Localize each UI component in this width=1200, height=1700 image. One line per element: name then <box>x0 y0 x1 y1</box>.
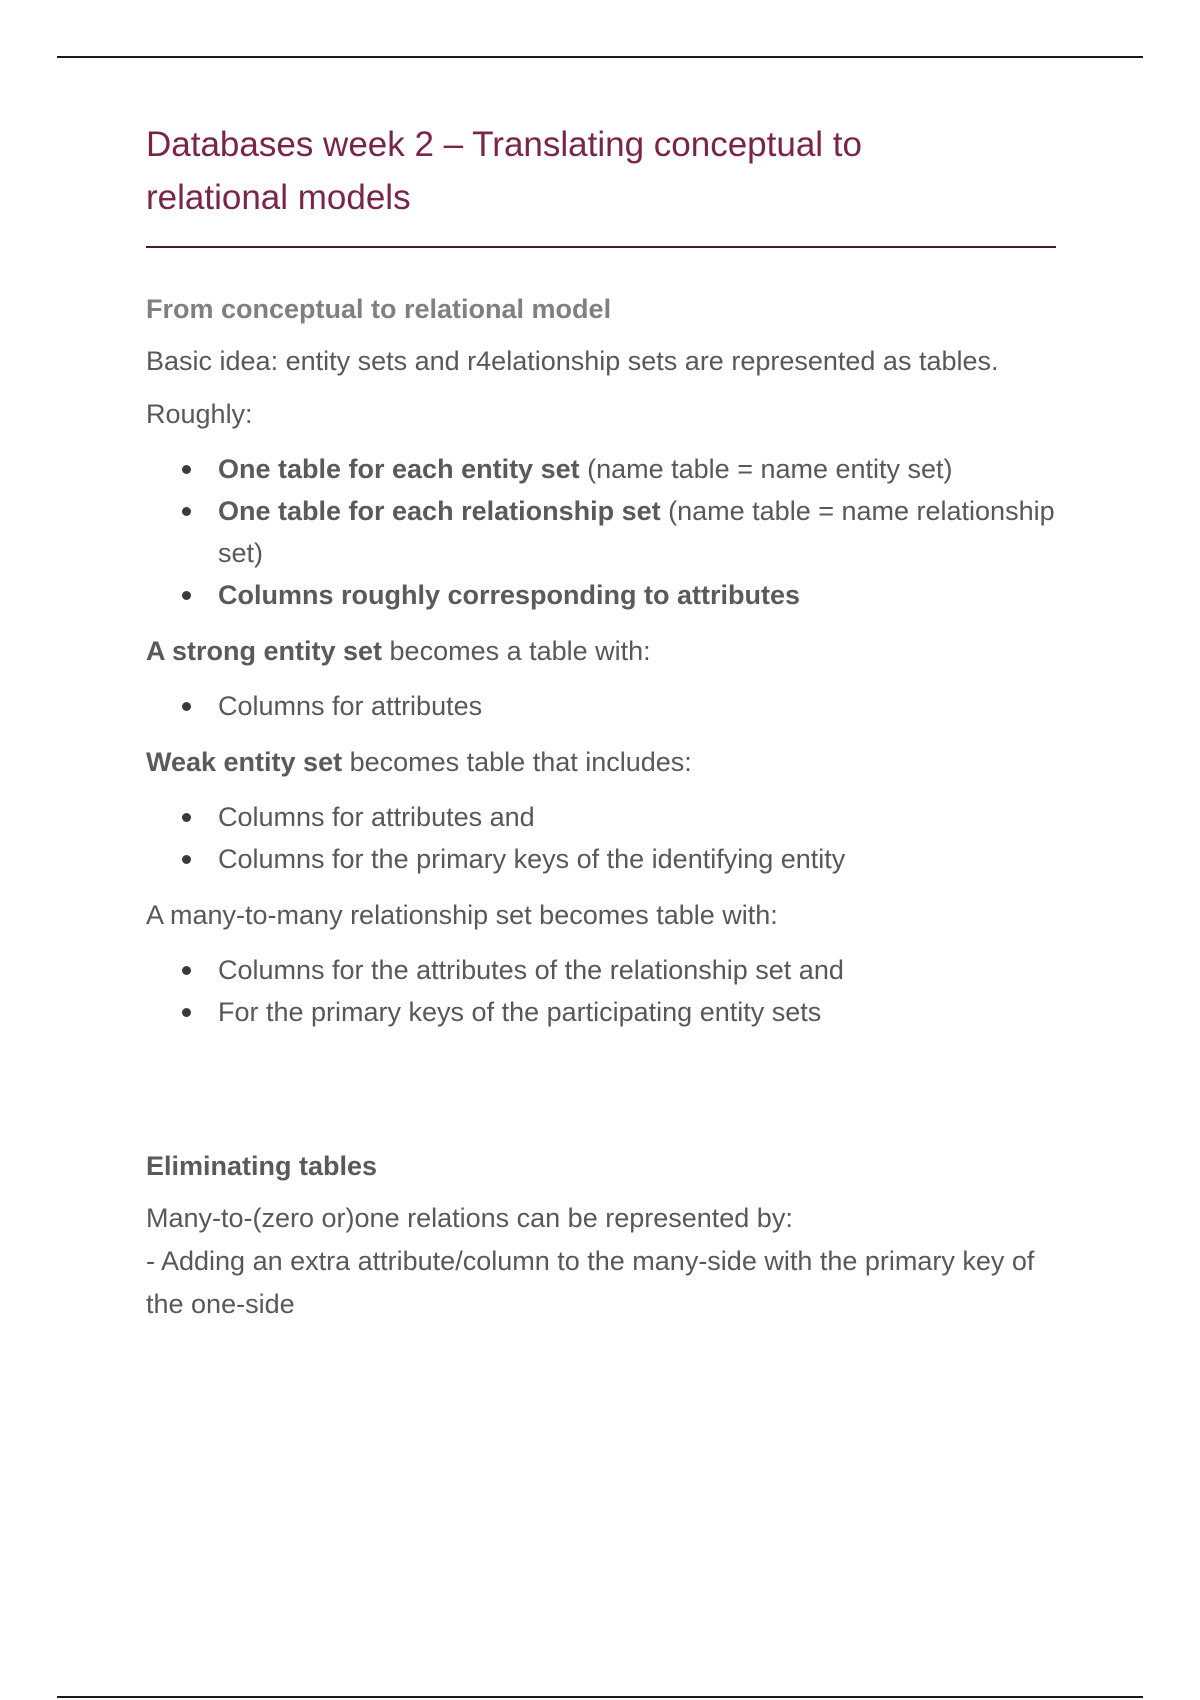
strong-entity-list <box>146 685 1056 727</box>
list-item <box>218 448 1056 490</box>
list-item <box>218 574 1056 616</box>
list-item-text: Columns for the attributes of the relationship set and <box>218 955 844 985</box>
eliminating-line-1: Many-to-(zero or)one relations can be represented by: <box>146 1203 793 1233</box>
basic-idea-paragraph: Basic idea: entity sets and r4elationship sets are represented as tables. <box>146 346 999 376</box>
list-item-bold: Columns roughly corresponding to attributes <box>218 580 801 610</box>
section-heading-eliminating: Eliminating tables <box>146 1151 378 1181</box>
weak-entity-paragraph <box>146 741 1056 784</box>
list-item-text: (name table = name relationship set) <box>218 496 1055 568</box>
list-item <box>218 490 1056 574</box>
document-page <box>146 118 1056 1326</box>
title-line-2: relational models <box>146 178 411 217</box>
many-to-many-paragraph: A many-to-many relationship set becomes table with: <box>146 900 778 930</box>
header-rule <box>57 56 1143 58</box>
section-spacer <box>146 1033 1056 1149</box>
section-heading-conceptual: From conceptual to relational model <box>146 294 612 324</box>
list-item-bold: One table for each entity set <box>218 454 580 484</box>
bullet-icon <box>182 1008 191 1017</box>
list-item <box>218 796 1056 838</box>
roughly-list <box>146 448 1056 616</box>
many-to-many-list <box>146 949 1056 1033</box>
weak-entity-text: becomes table that includes: <box>342 747 692 777</box>
bullet-icon <box>182 507 191 516</box>
list-item-text: (name table = name entity set) <box>579 454 953 484</box>
document-title <box>146 118 1056 248</box>
strong-entity-paragraph <box>146 630 1056 673</box>
list-item <box>218 991 1056 1033</box>
bullet-icon <box>182 465 191 474</box>
footer-rule <box>57 1696 1143 1698</box>
list-item <box>218 685 1056 727</box>
roughly-paragraph: Roughly: <box>146 399 253 429</box>
strong-entity-text: becomes a table with: <box>382 636 651 666</box>
bullet-icon <box>182 855 191 864</box>
bullet-icon <box>182 591 191 600</box>
list-item-text: Columns for attributes <box>218 691 483 721</box>
eliminating-line-2: - Adding an extra attribute/column to the many-side with the primary key of the one-side <box>146 1246 1035 1319</box>
list-item-text: For the primary keys of the participating entity sets <box>218 997 822 1027</box>
weak-entity-bold: Weak entity set <box>146 747 343 777</box>
weak-entity-list <box>146 796 1056 880</box>
list-item-text: Columns for attributes and <box>218 802 535 832</box>
bullet-icon <box>182 966 191 975</box>
bullet-icon <box>182 702 191 711</box>
list-item <box>218 949 1056 991</box>
list-item-bold: One table for each relationship set <box>218 496 661 526</box>
bullet-icon <box>182 813 191 822</box>
title-line-1: Databases week 2 – Translating conceptual to <box>146 125 862 164</box>
list-item-text: Columns for the primary keys of the identifying entity <box>218 844 846 874</box>
list-item <box>218 838 1056 880</box>
strong-entity-bold: A strong entity set <box>146 636 383 666</box>
